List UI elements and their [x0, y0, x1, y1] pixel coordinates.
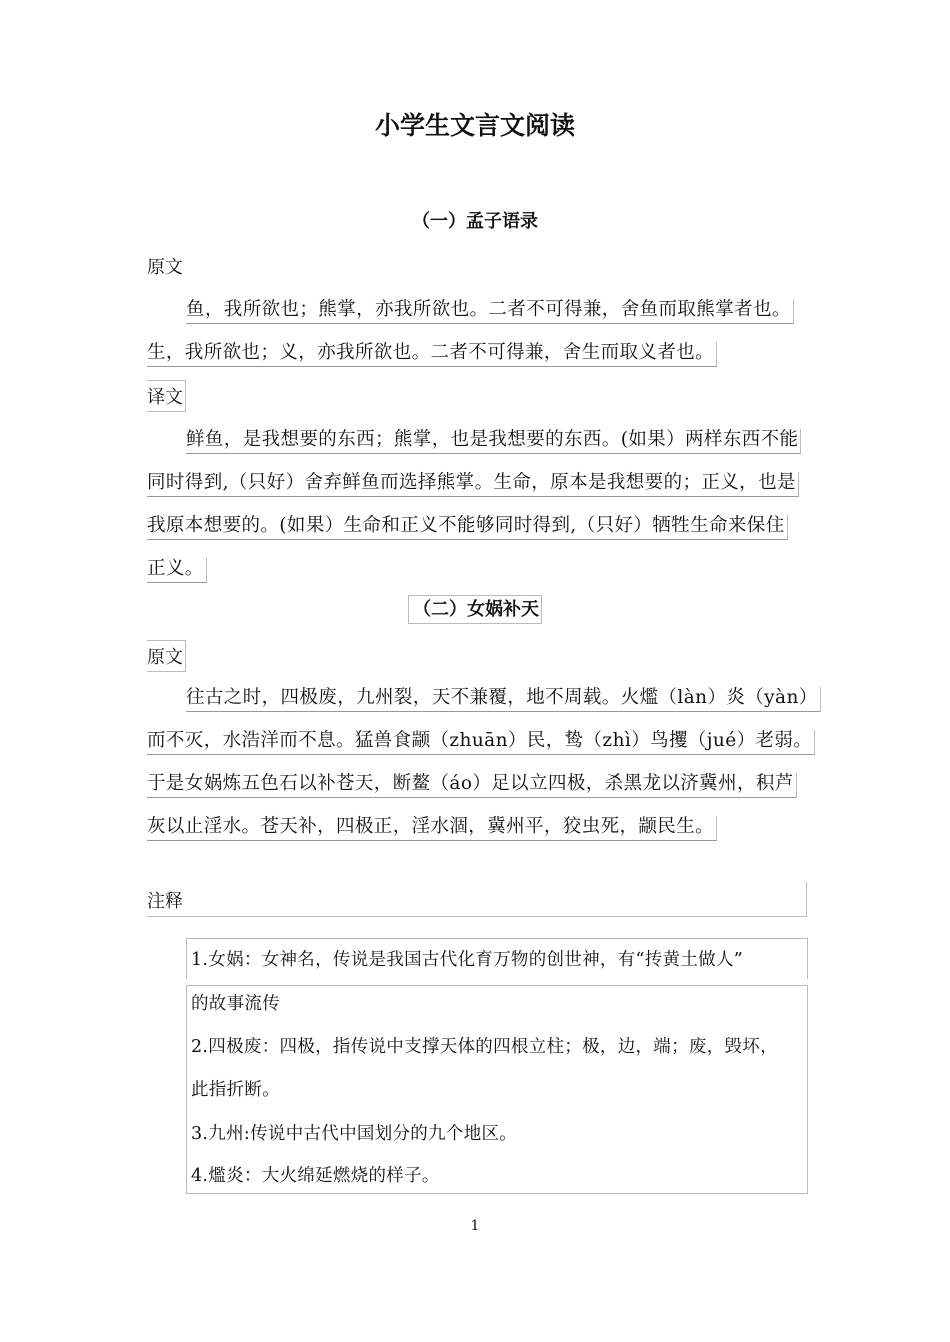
section2-original-line: 灰以止淫水。苍天补，四极正，淫水涸，冀州平，狡虫死，颛民生。 — [147, 812, 717, 838]
note-line: 3.九州:传说中古代中国划分的九个地区。 — [191, 1124, 518, 1144]
notes-label: 注释 — [147, 891, 183, 912]
note-line: 此指折断。 — [191, 1080, 280, 1100]
section1-translation-line: 我原本想要的。(如果）生命和正义不能够同时得到,（只好）牺牲生命来保住 — [147, 511, 788, 537]
section1-original-line: 生，我所欲也；义，亦我所欲也。二者不可得兼，舍生而取义者也。 — [147, 338, 717, 364]
section1-heading: （一）孟子语录 — [412, 211, 538, 232]
section2-original-line: 往古之时，四极废，九州裂，天不兼覆，地不周载。火爁（làn）炎（yàn） — [186, 683, 821, 709]
section1-original-line: 鱼，我所欲也；熊掌，亦我所欲也。二者不可得兼，舍鱼而取熊掌者也。 — [186, 295, 794, 321]
section2-heading: （二）女娲补天 — [0, 595, 950, 621]
section2-original-label: 原文 — [147, 640, 186, 672]
section2-original-line: 而不灭，水浩洋而不息。猛兽食颛（zhuān）民，鸷（zhì）鸟攫（jué）老弱。 — [147, 726, 815, 752]
note-line: 4.爁炎：大火绵延燃烧的样子。 — [191, 1166, 440, 1186]
section1-translation-label: 译文 — [147, 380, 186, 412]
section1-translation-line: 正义。 — [147, 554, 207, 580]
note-line: 1.女娲：女神名，传说是我国古代化育万物的创世神，有“抟黄土做人” — [191, 950, 743, 970]
notes-header — [147, 882, 807, 917]
section1-translation-line: 鲜鱼，是我想要的东西；熊掌，也是我想要的东西。(如果）两样东西不能 — [186, 425, 801, 451]
note-line: 的故事流传 — [191, 994, 280, 1014]
page-number: 1 — [470, 1218, 480, 1234]
section1-translation-line: 同时得到,（只好）舍弃鲜鱼而选择熊掌。生命，原本是我想要的；正义，也是 — [147, 468, 799, 494]
document-title: 小学生文言文阅读 — [374, 111, 575, 140]
section2-original-line: 于是女娲炼五色石以补苍天，断鳌（áo）足以立四极，杀黑龙以济冀州，积芦 — [147, 769, 797, 795]
note-line: 2.四极废：四极，指传说中支撑天体的四根立柱；极，边，端；废，毁坏， — [191, 1037, 778, 1057]
section1-original-label: 原文 — [147, 257, 183, 278]
